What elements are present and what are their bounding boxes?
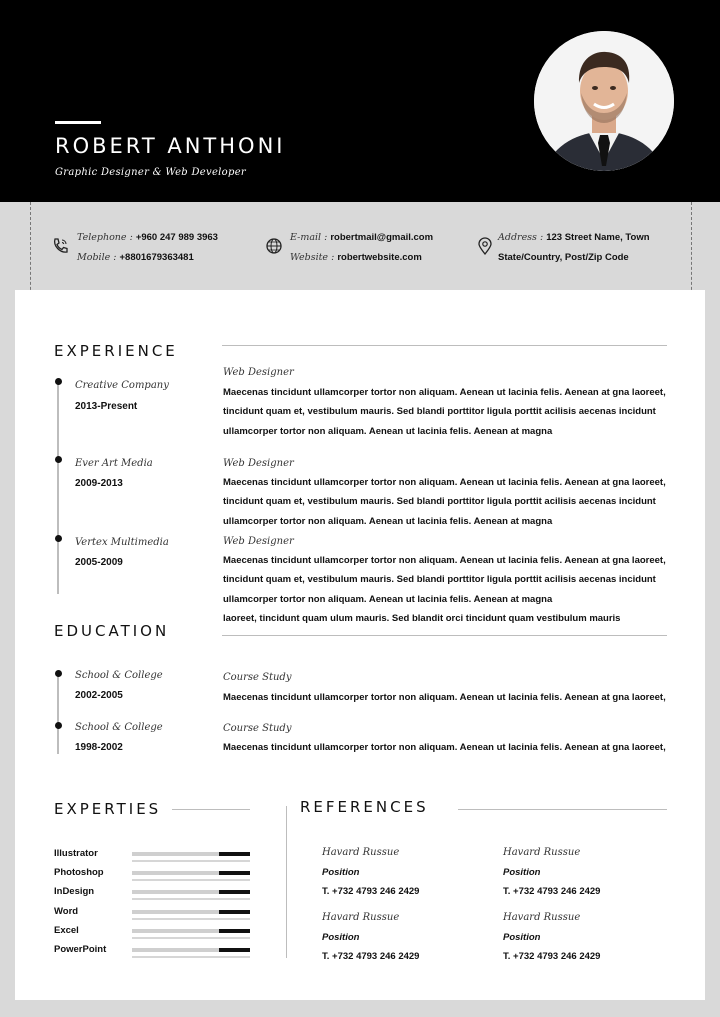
mobile-value: +8801679363481 [119, 252, 194, 263]
skill-name: Illustrator [54, 848, 98, 859]
education-heading: EDUCATION [54, 622, 170, 640]
desc-line: ullamcorper tortor non aliquam. Aenean ut lacinia felis. Aenean at magna [223, 425, 553, 437]
skill-level-bar [132, 871, 250, 875]
globe-icon [265, 237, 283, 255]
skill-name: Excel [54, 925, 79, 936]
address-line1: 123 Street Name, Town [546, 232, 650, 243]
experties-rule [172, 809, 250, 810]
desc-line: tincidunt quam et, vestibulum mauris. Sed blandi porttitor ligula porttit acilisis aecenas incidunt [223, 496, 656, 508]
experties-heading: EXPERTIES [54, 800, 162, 818]
website-value[interactable]: robertwebsite.com [337, 252, 422, 263]
job-period: 2013-Present [75, 401, 138, 412]
profile-photo [534, 31, 674, 171]
company-name: Creative Company [75, 380, 169, 391]
job-description [223, 383, 666, 441]
skill-level-marker [219, 910, 250, 914]
skill-track [132, 918, 250, 920]
job-description [223, 473, 666, 531]
job-role: Web Designer [223, 367, 294, 378]
address-label: Address [498, 232, 537, 243]
desc-line: Maecenas tincidunt ullamcorper tortor non aliquam. Aenean ut lacinia felis. Aenean at gna laoreet, [223, 387, 666, 398]
sep: : [113, 252, 117, 263]
desc-line: ullamcorper tortor non aliquam. Aenean ut lacinia felis. Aenean at magna [223, 515, 553, 527]
mobile-label: Mobile [77, 252, 111, 263]
skill-track [132, 898, 250, 900]
address-line2: State/Country, Post/Zip Code [498, 252, 629, 263]
skill-level-bar [132, 890, 250, 894]
job-role: Web Designer [223, 536, 294, 547]
telephone-label: Telephone [77, 232, 127, 243]
website-label: Website [290, 252, 329, 263]
skill-track [132, 937, 250, 939]
skill-level-marker [219, 929, 250, 933]
experience-heading: EXPERIENCE [54, 342, 178, 356]
reference-phone: T. +732 4793 246 2429 [322, 951, 420, 962]
study-period: 2002-2005 [75, 690, 123, 701]
experience-rule [222, 345, 667, 346]
experience-timeline [57, 382, 59, 594]
contact-web-block [290, 228, 433, 268]
sep: : [324, 232, 328, 243]
references-rule [458, 809, 667, 810]
references-heading: REFERENCES [300, 798, 429, 816]
study-description [223, 688, 666, 707]
job-period: 2005-2009 [75, 557, 123, 568]
education-timeline [57, 674, 59, 754]
timeline-dot [55, 535, 62, 542]
name-accent-bar [55, 121, 101, 124]
study-role: Course Study [223, 672, 292, 683]
skill-level-marker [219, 890, 250, 894]
skill-track [132, 860, 250, 862]
skill-level-bar [132, 852, 250, 856]
section-divider [286, 806, 287, 958]
skill-level-marker [219, 871, 250, 875]
job-period: 2009-2013 [75, 478, 123, 489]
desc-line: ullamcorper tortor non aliquam. Aenean ut lacinia felis. Aenean at magna [223, 593, 553, 605]
desc-line: Maecenas tincidunt ullamcorper tortor non aliquam. Aenean ut lacinia felis. Aenean at gna laoreet, [223, 692, 666, 703]
desc-line: Maecenas tincidunt ullamcorper tortor non aliquam. Aenean ut lacinia felis. Aenean at gna laoreet, [223, 555, 666, 566]
job-description [223, 551, 666, 628]
candidate-title: Graphic Designer & Web Developer [55, 167, 246, 178]
skill-level-marker [219, 852, 250, 856]
skill-level-bar [132, 948, 250, 952]
reference-position: Position [322, 867, 360, 878]
reference-name: Havard Russue [503, 912, 581, 923]
reference-phone: T. +732 4793 246 2429 [503, 951, 601, 962]
school-name: School & College [75, 722, 163, 733]
reference-position: Position [503, 932, 541, 943]
desc-line: tincidunt quam et, vestibulum mauris. Sed blandi porttitor ligula porttit acilisis aecenas incidunt [223, 406, 656, 418]
company-name: Vertex Multimedia [75, 537, 169, 548]
reference-name: Havard Russue [503, 847, 581, 858]
desc-line: Maecenas tincidunt ullamcorper tortor non aliquam. Aenean ut lacinia felis. Aenean at gna laoreet, [223, 477, 666, 488]
reference-name: Havard Russue [322, 847, 400, 858]
study-period: 1998-2002 [75, 742, 123, 753]
skill-level-bar [132, 929, 250, 933]
reference-name: Havard Russue [322, 912, 400, 923]
study-role: Course Study [223, 723, 292, 734]
phone-icon [51, 237, 69, 255]
sep: : [129, 232, 133, 243]
skill-track [132, 879, 250, 881]
job-role: Web Designer [223, 458, 294, 469]
skill-track [132, 956, 250, 958]
skill-name: InDesign [54, 886, 95, 897]
contact-address-block [498, 228, 650, 268]
location-pin-icon [476, 237, 494, 255]
contact-phone-block [77, 228, 218, 268]
reference-position: Position [503, 867, 541, 878]
timeline-dot [55, 670, 62, 677]
company-name: Ever Art Media [75, 458, 153, 469]
skill-level-marker [219, 948, 250, 952]
reference-phone: T. +732 4793 246 2429 [322, 886, 420, 897]
reference-phone: T. +732 4793 246 2429 [503, 886, 601, 897]
desc-line: laoreet, tincidunt quam ulum mauris. Sed blandit orci tincidunt quam vestibulum mauris [223, 612, 621, 624]
email-label: E-mail [290, 232, 322, 243]
reference-position: Position [322, 932, 360, 943]
sep: : [539, 232, 544, 243]
study-description [223, 738, 666, 757]
education-rule [222, 635, 667, 636]
desc-line: tincidunt quam et, vestibulum mauris. Sed blandi porttitor ligula porttit acilisis aecenas incidunt [223, 574, 656, 586]
email-value[interactable]: robertmail@gmail.com [330, 232, 434, 243]
skill-name: Word [54, 906, 79, 917]
desc-line: Maecenas tincidunt ullamcorper tortor non aliquam. Aenean ut lacinia felis. Aenean at gna laoreet, [223, 742, 666, 753]
timeline-dot [55, 456, 62, 463]
sep: : [331, 252, 335, 263]
skill-name: PowerPoint [54, 944, 107, 955]
telephone-value: +960 247 989 3963 [135, 232, 218, 243]
timeline-dot [55, 722, 62, 729]
skill-level-bar [132, 910, 250, 914]
candidate-name: ROBERT ANTHONI [55, 134, 286, 158]
school-name: School & College [75, 670, 163, 681]
skill-name: Photoshop [54, 867, 104, 878]
timeline-dot [55, 378, 62, 385]
